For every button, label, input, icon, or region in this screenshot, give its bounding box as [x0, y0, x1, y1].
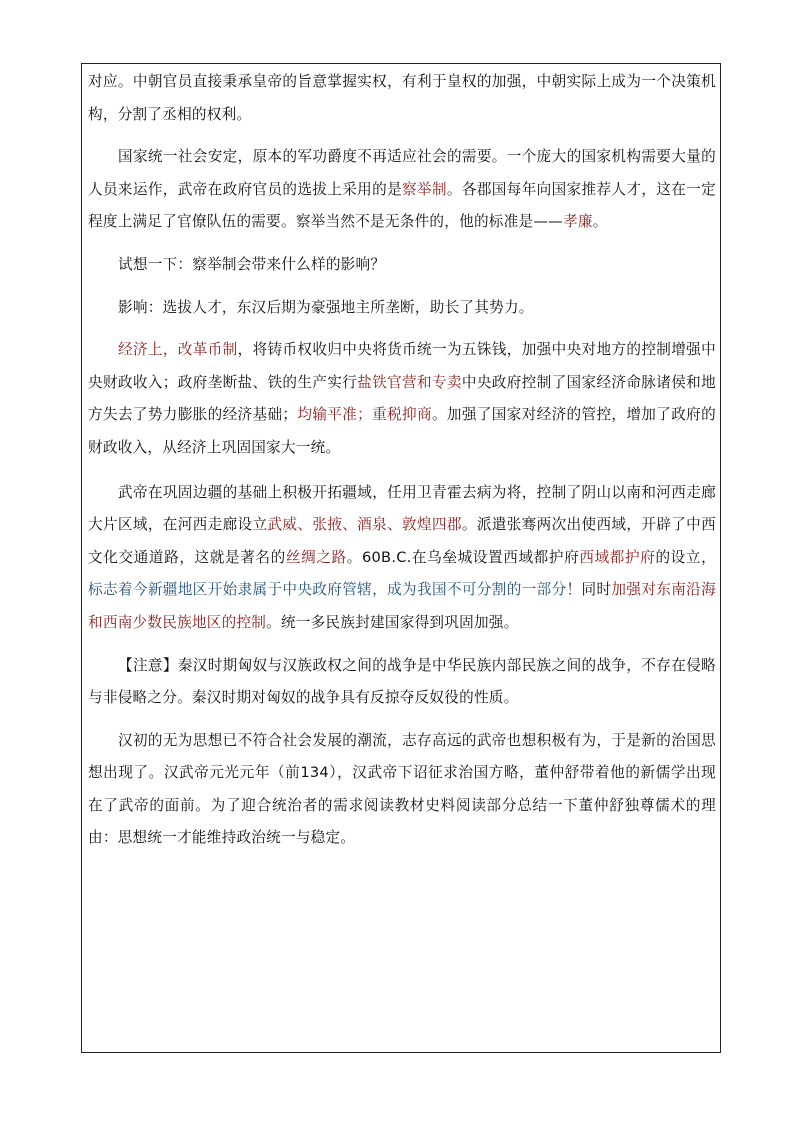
text: 。60B.C.在乌垒城设置西域都护府	[346, 548, 580, 566]
text: 对应。中朝官员直接秉承皇帝的旨意掌握实权，有利于皇权的加强，中朝实际上成为一个决策机构，分割了丞相的权利。	[88, 73, 716, 123]
paragraph-zhongchao	[88, 66, 716, 131]
highlight-xinjiang: 标志着今新疆地区开始隶属于中央政府管辖，成为我国不可分割的一部分	[88, 581, 567, 599]
paragraph-confucianism	[88, 725, 716, 855]
paragraph-question	[88, 249, 716, 282]
text: 试想一下：察举制会带来什么样的影响？	[118, 255, 386, 273]
text: 。	[592, 213, 608, 231]
text: ，将铸币权收归中央将货币统一为五铢钱，加强中央对地方的控制增强中央财政收入；政府垄断盐、铁的生产实行	[88, 341, 716, 391]
highlight-chajuzhi: 察举制	[402, 180, 447, 198]
text: 的设立，	[655, 548, 716, 566]
highlight-four-commanderies: 武威、张掖、酒泉、敦煌四郡	[267, 516, 462, 534]
text: 中央政府控制了国家经济命脉诸侯和地方失去了势力膨胀的经济基础；	[88, 373, 716, 424]
highlight-salt-iron: 盐铁官营和专卖	[357, 373, 462, 391]
paragraph-influence	[88, 292, 716, 325]
highlight-xiaolian: 孝廉	[563, 213, 593, 231]
text: 国家统一社会安定，原本的军功爵度不再适应社会的需要。一个庞大的国家机构需要大量的人员来运作，武帝在政府官员的选拔上采用的是	[88, 148, 716, 198]
document-body	[88, 66, 716, 855]
paragraph-economy	[88, 334, 716, 464]
text: 影响：选拔人才，东汉后期为豪强地主所垄断，助长了其势力。	[118, 298, 534, 316]
paragraph-frontier	[88, 477, 716, 640]
highlight-duhufu: 西域都护府	[579, 548, 656, 566]
text: 。各郡国每年向国家推荐人才，这在一定程度上满足了官僚队伍的需要。察举当然不是无条件的，他的标准是——	[88, 180, 716, 231]
paragraph-chaju	[88, 141, 716, 239]
text: 【注意】秦汉时期匈奴与汉族政权之间的战争是中华民族内部民族之间的战争，不存在侵略与非侵略之分。秦汉时期对匈奴的战争具有反掠夺反奴役的性质。	[88, 656, 716, 707]
paragraph-note	[88, 650, 716, 715]
text: 。加强了国家对经济的管控，增加了政府的财政收入，从经济上巩固国家大一统。	[88, 406, 716, 456]
text: 汉初的无为思想已不符合社会发展的潮流，志存高远的武帝也想积极有为，于是新的治国思想出现了。汉武帝元光元年（前134），汉武帝下诏征求治国方略，董仲舒带着他的新儒学出现在了武帝的面前。为了迎合统治者的需求阅读教材史料阅读部分总结一下董仲舒独尊儒术的理由：思想统一才能维持政治统一与稳定。	[88, 731, 716, 847]
text: 武帝在巩固边疆的基础上积极开拓疆域，任用卫青霍去病为将，控制了阴山以南和河西走廊大片区域，在河西走廊设立	[88, 483, 716, 534]
text: ！同时	[566, 581, 612, 599]
highlight-junshu: 均输平准；重税抑商	[297, 406, 432, 424]
highlight-southeast: 加强对东南沿海和西南少数民族地区的控制	[88, 581, 716, 631]
highlight-currency-reform: 经济上，改革币制	[118, 341, 238, 359]
text: 。统一多民族封建国家得到巩固加强。	[266, 613, 519, 631]
highlight-silk-road: 丝绸之路	[285, 548, 347, 566]
text: 。派遣张骞两次出使西域，开辟了中西文化交通道路，这就是著名的	[88, 516, 716, 566]
